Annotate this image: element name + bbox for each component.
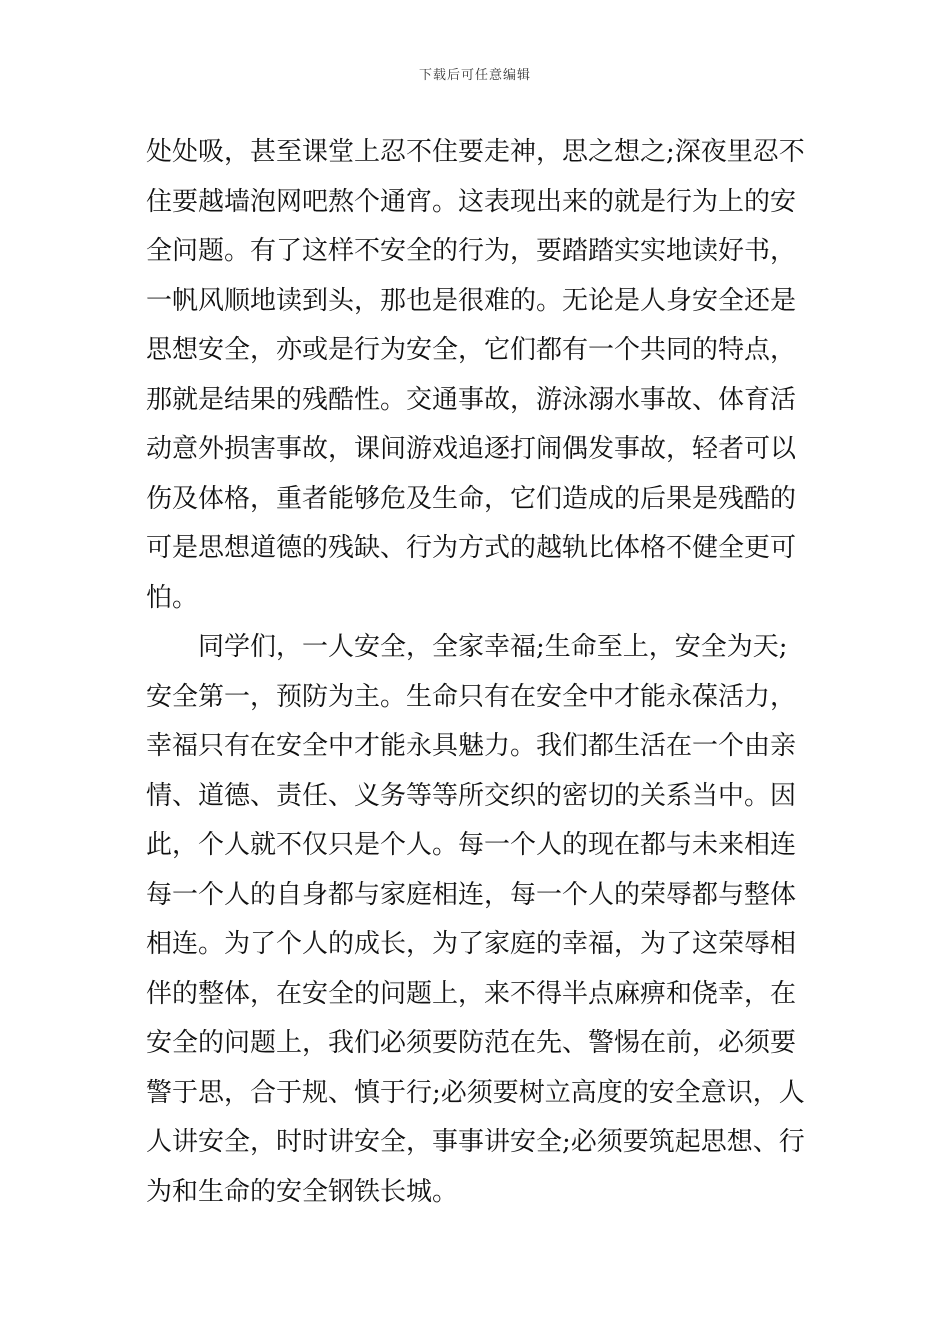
text-line: 幸福只有在安全中才能永具魅力。我们都生活在一个由亲 <box>146 731 797 761</box>
text-line: 处处吸，甚至课堂上忍不住要走神，思之想之;深夜里忍不 <box>146 137 805 167</box>
text-line: 可是思想道德的残缺、行为方式的越轨比体格不健全更可 <box>146 533 797 563</box>
text-line: 情、道德、责任、义务等等所交织的密切的关系当中。因 <box>146 780 797 811</box>
text-line: 怕。 <box>146 582 199 613</box>
text-line: 全问题。有了这样不安全的行为，要踏踏实实地读好书， <box>146 236 797 266</box>
text-line: 人讲安全，时时讲安全，事事讲安全;必须要筑起思想、行 <box>146 1127 805 1157</box>
text-line: 警于思，合于规、慎于行;必须要树立高度的安全意识，人 <box>146 1077 805 1108</box>
text-line: 伤及体格，重者能够危及生命，它们造成的后果是残酷的 <box>146 483 797 514</box>
page-header: 下载后可任意编辑 <box>418 68 531 83</box>
text-line: 安全的问题上，我们必须要防范在先、警惕在前，必须要 <box>146 1028 797 1058</box>
text-line: 每一个人的自身都与家庭相连，每一个人的荣辱都与整体 <box>146 879 797 910</box>
document-body <box>146 128 814 1217</box>
text-line: 安全第一，预防为主。生命只有在安全中才能永葆活力， <box>146 681 797 712</box>
text-line: 伴的整体，在安全的问题上，来不得半点麻痹和侥幸，在 <box>146 978 797 1009</box>
text-line: 相连。为了个人的成长，为了家庭的幸福，为了这荣辱相 <box>146 929 797 959</box>
text-line: 为和生命的安全钢铁长城。 <box>146 1176 459 1207</box>
text-line: 思想安全，亦或是行为安全，它们都有一个共同的特点， <box>146 335 797 365</box>
text-line: 动意外损害事故，课间游戏追逐打闹偶发事故，轻者可以 <box>146 434 797 464</box>
text-line: 住要越墙泡网吧熬个通宵。这表现出来的就是行为上的安 <box>146 186 797 217</box>
text-line: 那就是结果的残酷性。交通事故，游泳溺水事故、体育活 <box>146 384 797 415</box>
paragraph-first-line: 同学们，一人安全，全家幸福;生命至上，安全为天; <box>198 632 788 662</box>
text-line: 一帆风顺地读到头，那也是很难的。无论是人身安全还是 <box>146 285 797 316</box>
text-line: 此，个人就不仅只是个人。每一个人的现在都与未来相连 <box>146 830 797 860</box>
